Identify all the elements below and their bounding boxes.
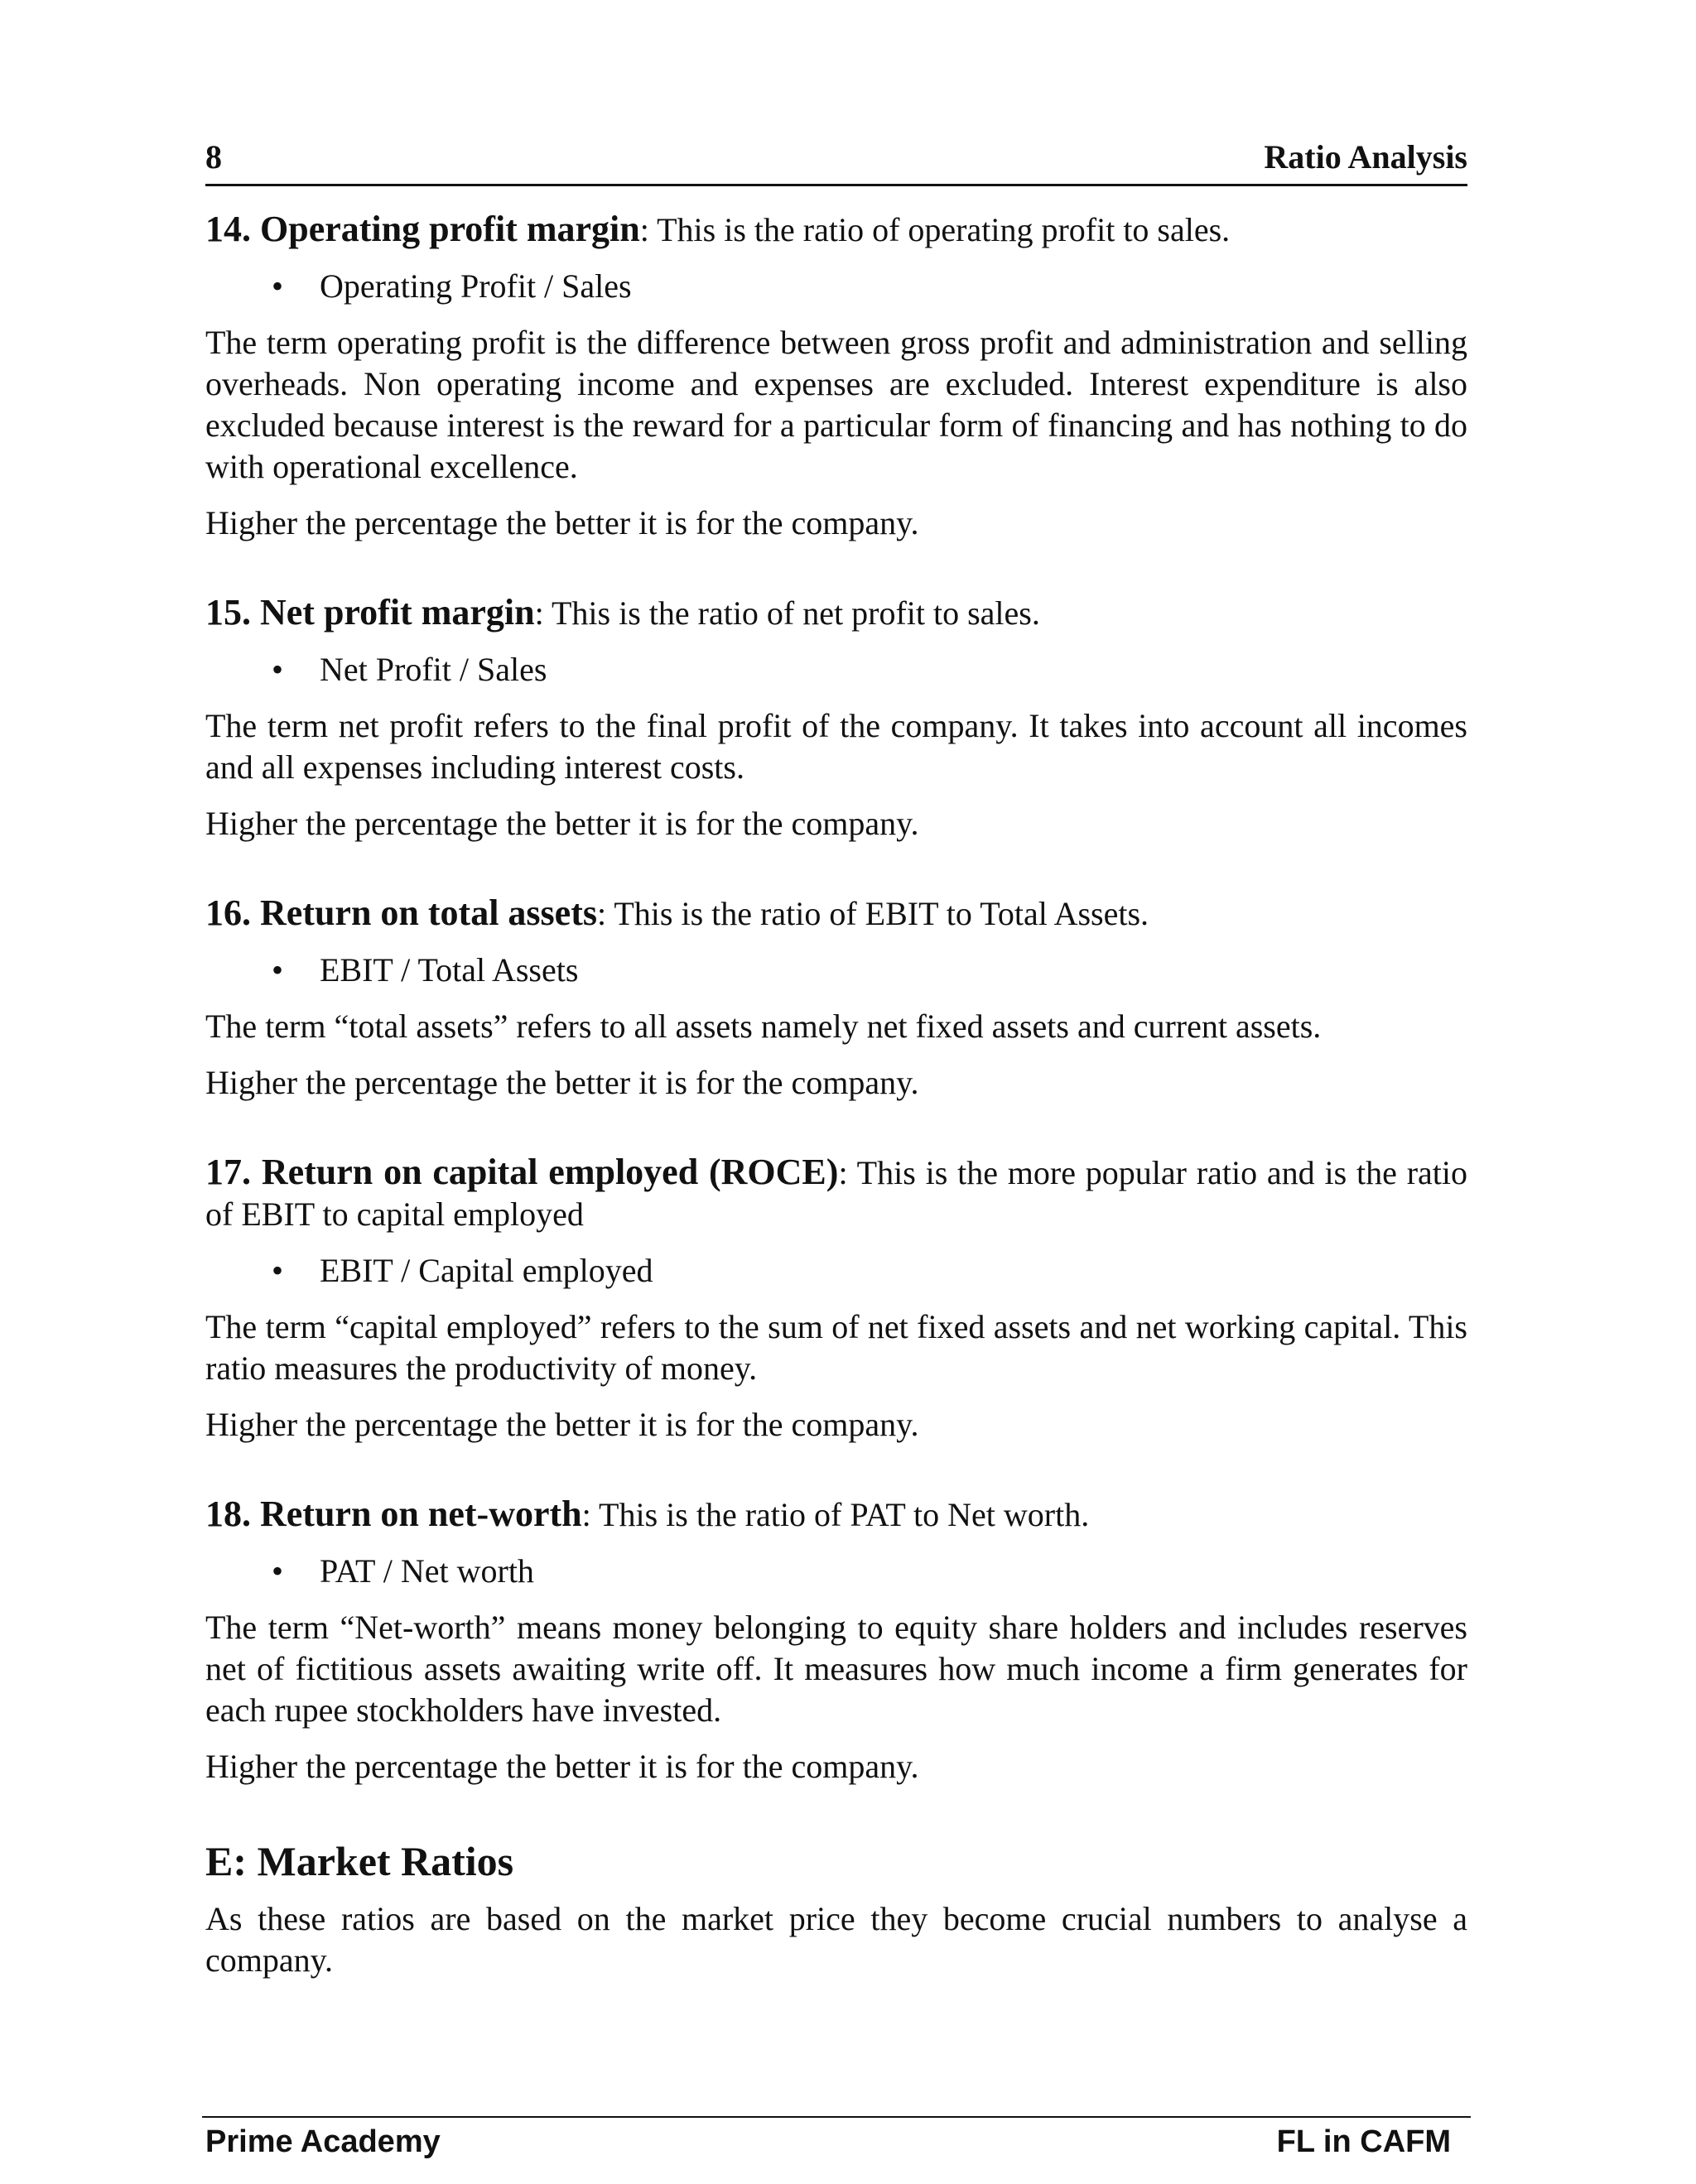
section-heading xyxy=(205,1494,1467,1536)
section-title: 17. Return on capital employed (ROCE) xyxy=(205,1152,839,1192)
running-title: Ratio Analysis xyxy=(1264,138,1467,176)
bullet-icon: • xyxy=(272,651,284,688)
footer-publisher: Prime Academy xyxy=(205,2124,441,2159)
formula-bullet xyxy=(205,649,1467,690)
section-intro: : This is the ratio of EBIT to Total Assets. xyxy=(596,895,1149,932)
section-return-on-total-assets xyxy=(205,892,1467,1104)
conclusion-paragraph: Higher the percentage the better it is for the company. xyxy=(205,805,919,842)
section-intro: : This is the more popular ratio and is the ratio of EBIT to capital employed xyxy=(205,1154,1468,1233)
explanation-paragraph: The term “total assets” refers to all assets namely net fixed assets and current assets. xyxy=(205,1008,1322,1045)
formula-bullet xyxy=(205,1551,1467,1592)
formula-text: EBIT / Capital employed xyxy=(320,1252,653,1289)
market-ratios-intro: As these ratios are based on the market price they become crucial numbers to analyse a company. xyxy=(205,1900,1467,1979)
explanation-paragraph: The term “Net-worth” means money belonging to equity share holders and includes reserves net of fictitious assets awaiting write off. It measures how much income a firm generates for each rupee stockholders have invested. xyxy=(205,1609,1467,1729)
section-title: 15. Net profit margin xyxy=(205,592,535,633)
section-intro: : This is the ratio of PAT to Net worth. xyxy=(581,1496,1090,1533)
page-footer xyxy=(202,2116,1471,2167)
explanation-paragraph: The term “capital employed” refers to the sum of net fixed assets and net working capital. This ratio measures the productivity of money. xyxy=(205,1308,1467,1387)
explanation-paragraph: The term operating profit is the difference between gross profit and administration and selling overheads. Non operating income and expenses are excluded. Interest expenditure is also excluded because interest is the reward for a particular form of financing and has nothing to do with operational excellence. xyxy=(205,324,1467,485)
conclusion-paragraph: Higher the percentage the better it is for the company. xyxy=(205,1406,919,1443)
formula-text: Net Profit / Sales xyxy=(320,651,547,688)
formula-bullet xyxy=(205,266,1467,307)
bullet-icon: • xyxy=(272,1552,284,1590)
formula-bullet xyxy=(205,1250,1467,1292)
conclusion-paragraph: Higher the percentage the better it is for the company. xyxy=(205,504,919,541)
section-title: 18. Return on net-worth xyxy=(205,1494,582,1534)
section-net-profit-margin xyxy=(205,592,1467,844)
bullet-icon: • xyxy=(272,267,284,305)
footer-course: FL in CAFM xyxy=(1276,2124,1451,2159)
section-heading xyxy=(205,209,1467,251)
conclusion-paragraph: Higher the percentage the better it is for the company. xyxy=(205,1064,919,1101)
section-intro: : This is the ratio of net profit to sales. xyxy=(534,594,1040,632)
section-title: 16. Return on total assets xyxy=(205,892,597,933)
formula-text: Operating Profit / Sales xyxy=(320,267,632,305)
formula-text: EBIT / Total Assets xyxy=(320,951,579,989)
section-return-on-capital-employed xyxy=(205,1152,1467,1446)
market-ratios-heading: E: Market Ratios xyxy=(205,1838,514,1884)
conclusion-paragraph: Higher the percentage the better it is for the company. xyxy=(205,1748,919,1785)
page-body xyxy=(205,209,1467,1981)
bullet-icon: • xyxy=(272,1252,284,1289)
page-number: 8 xyxy=(205,138,222,176)
section-intro: : This is the ratio of operating profit to sales. xyxy=(639,211,1231,248)
section-return-on-net-worth xyxy=(205,1494,1467,1787)
section-heading xyxy=(205,592,1467,634)
formula-bullet xyxy=(205,950,1467,991)
explanation-paragraph: The term net profit refers to the final profit of the company. It takes into account all incomes and all expenses including interest costs. xyxy=(205,707,1467,786)
bullet-icon: • xyxy=(272,951,284,989)
section-heading xyxy=(205,1152,1467,1235)
section-title: 14. Operating profit margin xyxy=(205,209,640,249)
formula-text: PAT / Net worth xyxy=(320,1552,534,1590)
page-header xyxy=(205,134,1467,186)
section-operating-profit-margin xyxy=(205,209,1467,544)
section-heading xyxy=(205,892,1467,935)
